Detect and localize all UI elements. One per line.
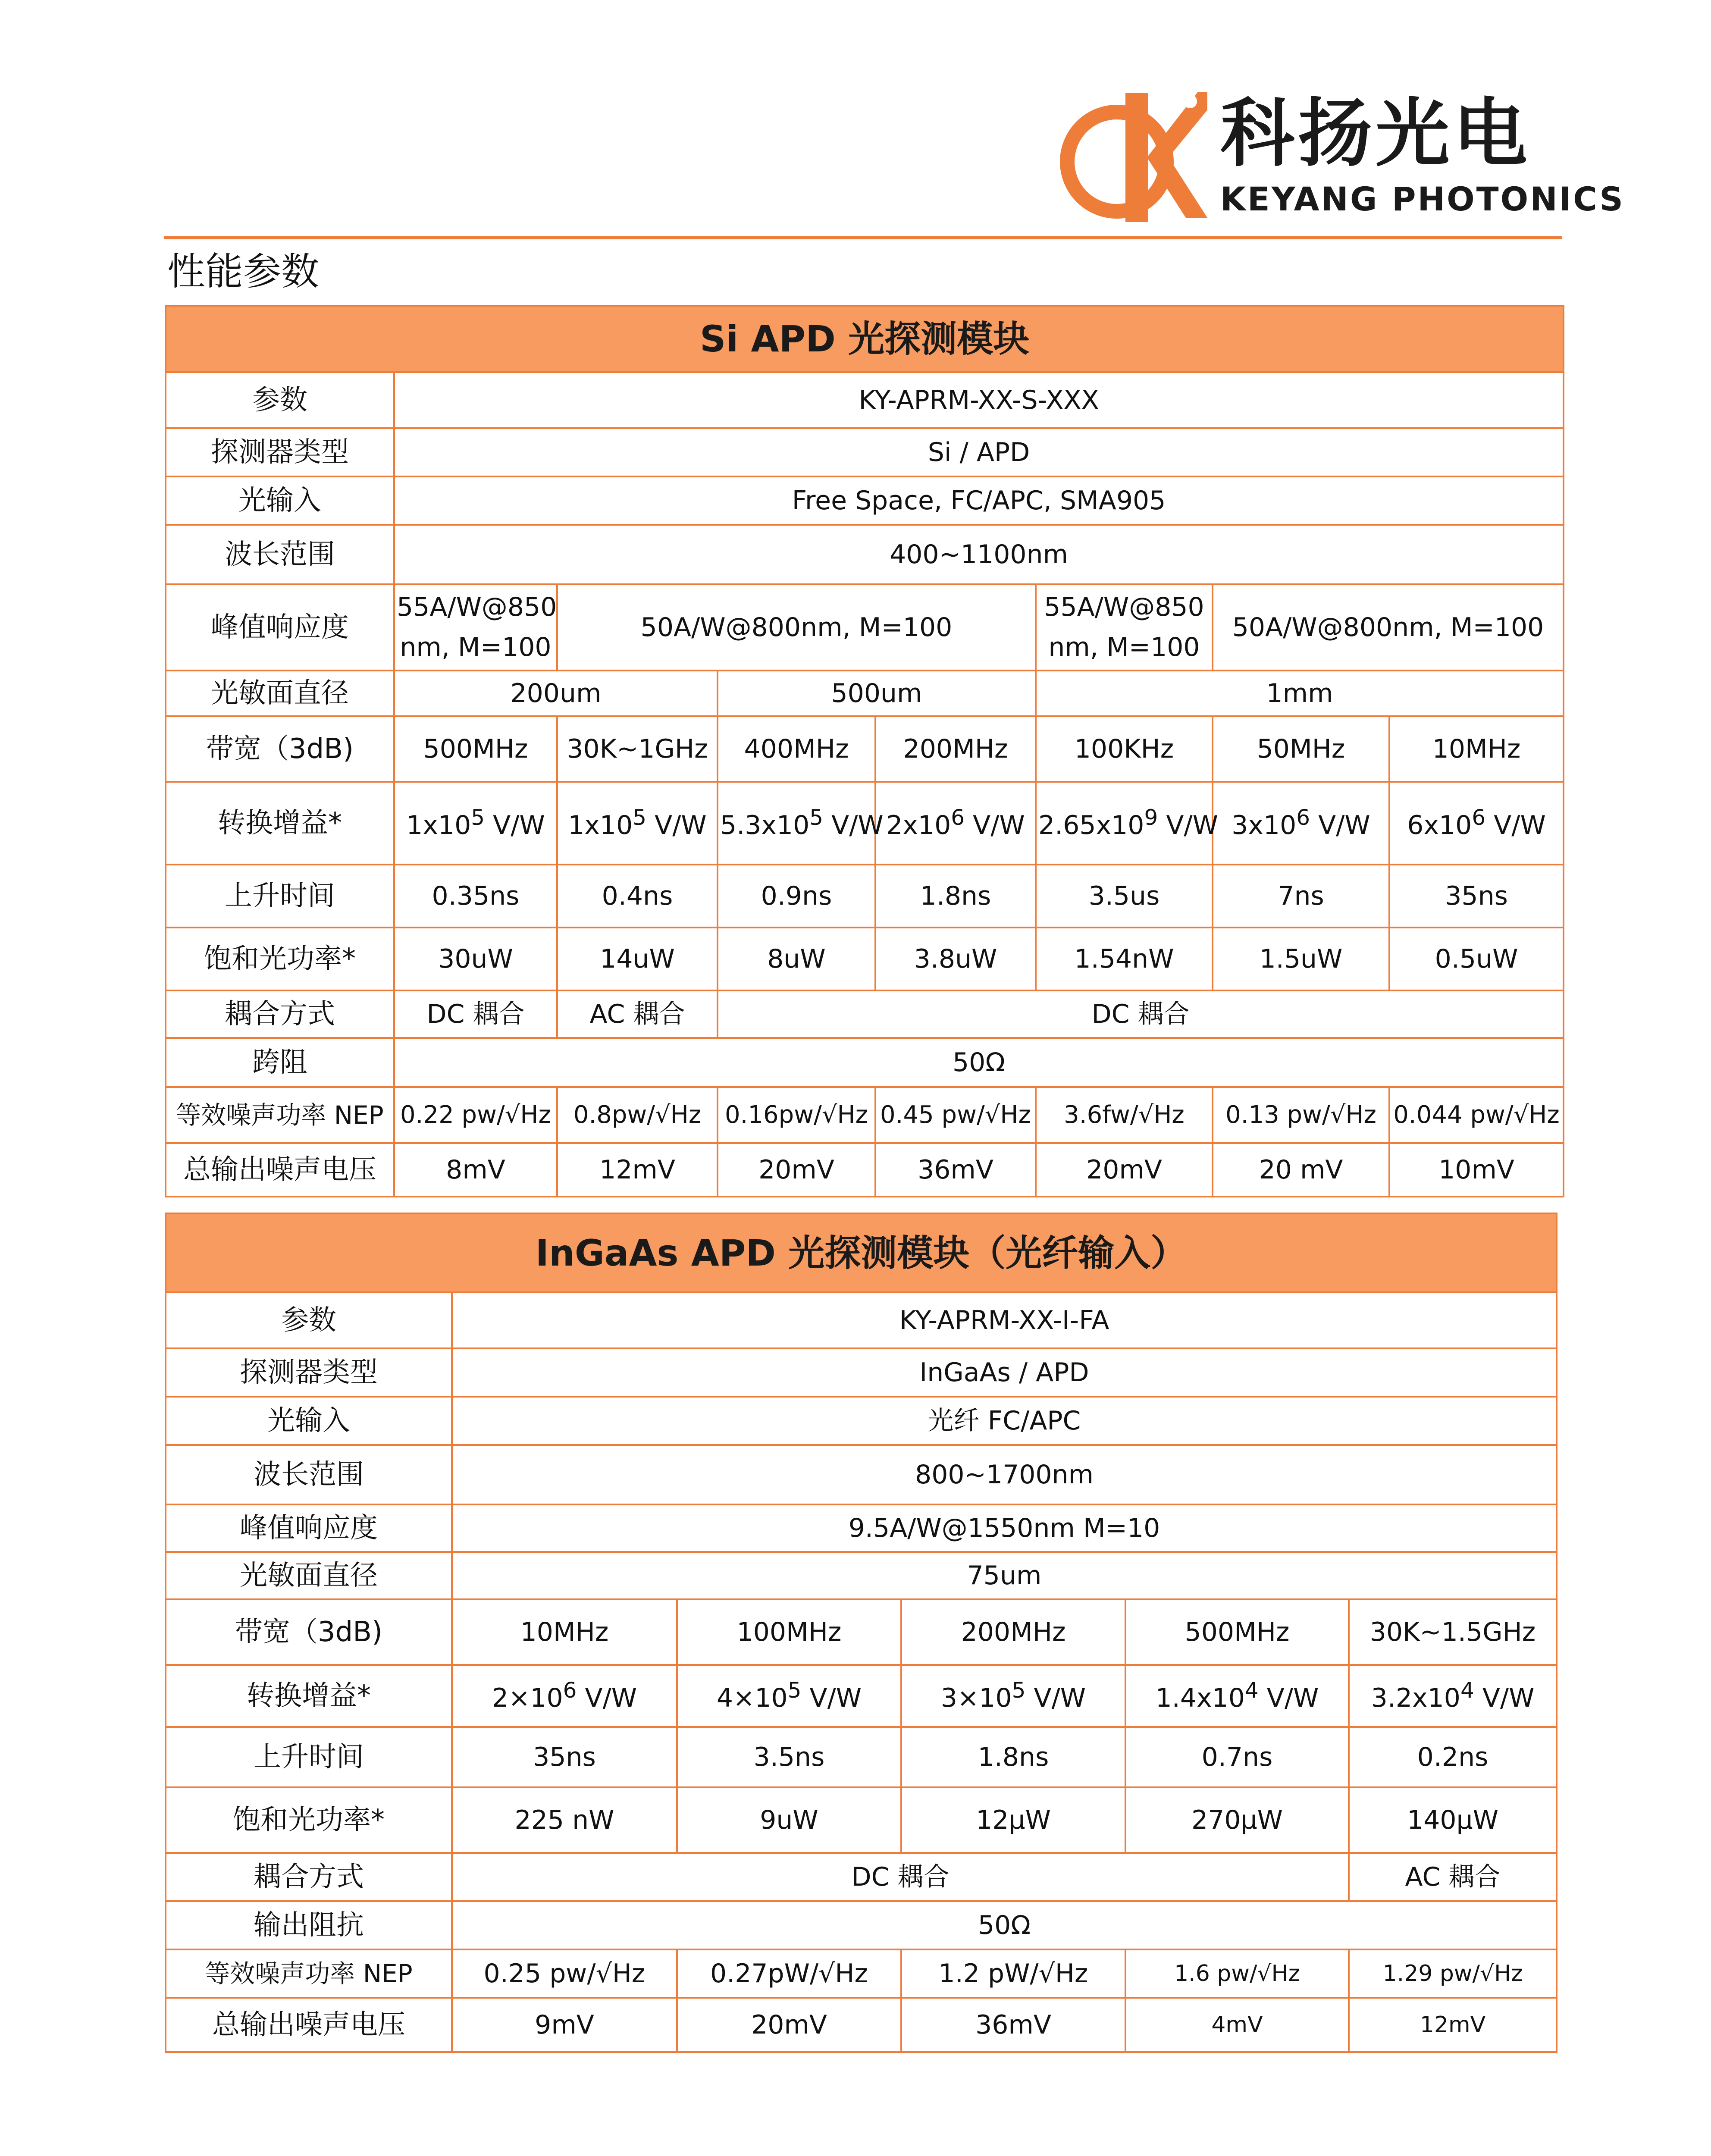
gain-unit: V/W <box>801 1683 862 1713</box>
gain-base: 3×10 <box>940 1683 1012 1713</box>
table-cell: 200MHz <box>875 716 1036 782</box>
gain-unit: V/W <box>577 1683 637 1713</box>
gain-unit: V/W <box>965 810 1025 840</box>
table-cell: 400MHz <box>718 716 875 782</box>
table-row <box>166 1787 1557 1853</box>
table-cell: 7ns <box>1213 865 1389 928</box>
row-label: 波长范围 <box>166 1445 452 1504</box>
gain-exponent: 5 <box>787 1678 802 1703</box>
row-label: 等效噪声功率 NEP <box>166 1087 394 1143</box>
row-label: 耦合方式 <box>166 1853 452 1901</box>
row-label: 输出阻抗 <box>166 1901 452 1949</box>
gain-unit: V/W <box>1474 1683 1535 1713</box>
table-cell <box>677 1665 901 1727</box>
gain-unit: V/W <box>1258 1683 1319 1713</box>
table-cell: 20mV <box>718 1143 875 1197</box>
ingaas-apd-table <box>165 1213 1557 2053</box>
row-label: 转换增益* <box>166 782 394 865</box>
table-cell: 0.9ns <box>718 865 875 928</box>
table-cell: 3.8uW <box>875 928 1036 990</box>
table-cell: 35ns <box>452 1727 677 1787</box>
gain-exponent: 4 <box>1460 1678 1474 1703</box>
gain-base: 1x10 <box>406 810 471 840</box>
table-cell <box>557 782 718 865</box>
table-cell: 0.45 pw/√Hz <box>875 1087 1036 1143</box>
table-cell: 0.22 pw/√Hz <box>394 1087 557 1143</box>
table-cell: DC 耦合 <box>718 990 1564 1038</box>
table-cell <box>901 1665 1125 1727</box>
table-cell: 500MHz <box>394 716 557 782</box>
gain-base: 1x10 <box>568 810 633 840</box>
gain-base: 3.2x10 <box>1371 1683 1460 1713</box>
table-row <box>166 1143 1564 1197</box>
table-cell: 3.6fw/√Hz <box>1036 1087 1213 1143</box>
gain-unit: V/W <box>485 810 545 840</box>
table-cell: 50MHz <box>1213 716 1389 782</box>
row-label: 带宽（3dB) <box>166 1599 452 1665</box>
row-label: 饱和光功率* <box>166 1787 452 1853</box>
row-label: 光输入 <box>166 476 394 525</box>
gain-unit: V/W <box>1485 810 1546 840</box>
table-cell: 1.6 pw/√Hz <box>1125 1949 1349 1998</box>
gain-exponent: 9 <box>1144 805 1158 830</box>
table-cell: 100KHz <box>1036 716 1213 782</box>
table-cell: 3.5us <box>1036 865 1213 928</box>
model-number: KY-APRM-XX-I-FA <box>452 1292 1557 1348</box>
gain-unit: V/W <box>1310 810 1370 840</box>
row-label: 峰值响应度 <box>166 1504 452 1552</box>
row-label: 上升时间 <box>166 865 394 928</box>
table-cell <box>718 782 884 865</box>
table-row <box>166 671 1564 716</box>
table-cell: AC 耦合 <box>1349 1853 1557 1901</box>
si-apd-table <box>165 305 1564 1197</box>
table-cell: 100MHz <box>677 1599 901 1665</box>
gain-exponent: 5 <box>1012 1678 1026 1703</box>
row-label: 探测器类型 <box>166 428 394 476</box>
row-label: 带宽（3dB) <box>166 716 394 782</box>
table-row <box>166 1949 1557 1998</box>
active-diameter: 75um <box>452 1552 1557 1599</box>
table-cell: 0.16pw/√Hz <box>718 1087 875 1143</box>
table-cell: 20 mV <box>1213 1143 1389 1197</box>
table-row <box>166 928 1564 990</box>
gain-exponent: 5 <box>471 805 485 830</box>
table-row <box>166 1853 1557 1901</box>
table-cell: 0.044 pw/√Hz <box>1389 1087 1564 1143</box>
row-label: 上升时间 <box>166 1727 452 1787</box>
row-label: 光敏面直径 <box>166 671 394 716</box>
table-row <box>166 990 1564 1038</box>
table-cell <box>394 782 557 865</box>
table-cell <box>875 782 1036 865</box>
table-row <box>166 1552 1557 1599</box>
row-label: 等效噪声功率 NEP <box>166 1949 452 1998</box>
logo-name-en: KEYANG PHOTONICS <box>1220 180 1625 218</box>
detector-type: Si / APD <box>394 428 1564 476</box>
gain-unit: V/W <box>823 810 884 840</box>
table-cell: 36mV <box>901 1998 1125 2052</box>
gain-exponent: 6 <box>563 1678 577 1703</box>
table-cell: 1.54nW <box>1036 928 1213 990</box>
table-row <box>166 1445 1557 1504</box>
table-cell: 0.2ns <box>1349 1727 1557 1787</box>
table-cell: 14uW <box>557 928 718 990</box>
table-cell <box>1213 782 1389 865</box>
table-row <box>166 1038 1564 1087</box>
table-cell: 55A/W@850 nm, M=100 <box>1036 584 1213 671</box>
gain-base: 2.65x10 <box>1038 810 1144 840</box>
row-label: 总输出噪声电压 <box>166 1143 394 1197</box>
row-label: 参数 <box>166 372 394 428</box>
table-cell: 0.4ns <box>557 865 718 928</box>
table-cell: 50A/W@800nm, M=100 <box>1213 584 1564 671</box>
row-label: 参数 <box>166 1292 452 1348</box>
table-row <box>166 782 1564 865</box>
table-cell: 225 nW <box>452 1787 677 1853</box>
gain-base: 2×10 <box>492 1683 563 1713</box>
table-cell <box>1389 782 1564 865</box>
table-row <box>166 1998 1557 2052</box>
si-table-title: Si APD 光探测模块 <box>166 306 1564 372</box>
table-cell: 0.35ns <box>394 865 557 928</box>
table-row <box>166 1599 1557 1665</box>
row-label: 饱和光功率* <box>166 928 394 990</box>
gain-base: 4×10 <box>716 1683 788 1713</box>
section-title: 性能参数 <box>167 249 320 294</box>
table-cell: 55A/W@850 nm, M=100 <box>394 584 557 671</box>
table-row <box>166 1087 1564 1143</box>
gain-exponent: 6 <box>1296 805 1310 830</box>
table-cell: 1.8ns <box>875 865 1036 928</box>
row-label: 转换增益* <box>166 1665 452 1727</box>
table-cell: 0.7ns <box>1125 1727 1349 1787</box>
table-cell: 1.2 pW/√Hz <box>901 1949 1125 1998</box>
table-cell: 0.5uW <box>1389 928 1564 990</box>
table-cell: 500um <box>718 671 1036 716</box>
row-label: 耦合方式 <box>166 990 394 1038</box>
model-number: KY-APRM-XX-S-XXX <box>394 372 1564 428</box>
gain-unit: V/W <box>1158 810 1218 840</box>
gain-base: 5.3x10 <box>720 810 810 840</box>
optical-input: Free Space, FC/APC, SMA905 <box>394 476 1564 525</box>
row-label: 光敏面直径 <box>166 1552 452 1599</box>
ingaas-table-title: InGaAs APD 光探测模块（光纤输入） <box>166 1213 1557 1292</box>
table-cell: 30K~1.5GHz <box>1349 1599 1557 1665</box>
table-cell: 12mV <box>557 1143 718 1197</box>
table-cell: 0.13 pw/√Hz <box>1213 1087 1389 1143</box>
table-cell <box>1125 1665 1349 1727</box>
row-label: 总输出噪声电压 <box>166 1998 452 2052</box>
table-cell: AC 耦合 <box>557 990 718 1038</box>
table-row <box>166 1727 1557 1787</box>
row-label: 波长范围 <box>166 525 394 584</box>
company-logo <box>1061 75 1625 231</box>
wavelength-range: 800~1700nm <box>452 1445 1557 1504</box>
table-cell: 0.25 pw/√Hz <box>452 1949 677 1998</box>
table-row <box>166 372 1564 428</box>
table-cell <box>1036 782 1218 865</box>
gain-exponent: 5 <box>633 805 647 830</box>
row-label: 光输入 <box>166 1397 452 1445</box>
table-cell: 20mV <box>1036 1143 1213 1197</box>
table-cell: 1.8ns <box>901 1727 1125 1787</box>
gain-base: 3x10 <box>1232 810 1297 840</box>
table-cell: 20mV <box>677 1998 901 2052</box>
transimpedance-value: 50Ω <box>394 1038 1564 1087</box>
table-row <box>166 428 1564 476</box>
table-cell: 12μW <box>901 1787 1125 1853</box>
table-cell: 270μW <box>1125 1787 1349 1853</box>
gain-exponent: 6 <box>1472 805 1486 830</box>
table-row <box>166 525 1564 584</box>
table-cell: 9mV <box>452 1998 677 2052</box>
table-cell: 35ns <box>1389 865 1564 928</box>
table-cell: 1mm <box>1036 671 1564 716</box>
table-row <box>166 1292 1557 1348</box>
table-row <box>166 1397 1557 1445</box>
table-cell: 0.8pw/√Hz <box>557 1087 718 1143</box>
table-cell: 50A/W@800nm, M=100 <box>557 584 1036 671</box>
row-label: 峰值响应度 <box>166 584 394 671</box>
responsivity: 9.5A/W@1550nm M=10 <box>452 1504 1557 1552</box>
header-divider <box>164 236 1562 239</box>
table-cell: 200MHz <box>901 1599 1125 1665</box>
optical-input: 光纤 FC/APC <box>452 1397 1557 1445</box>
logo-name-cn: 科扬光电 <box>1220 90 1531 177</box>
table-cell <box>452 1665 677 1727</box>
table-cell: DC 耦合 <box>394 990 557 1038</box>
gain-unit: V/W <box>1025 1683 1086 1713</box>
table-cell: 10MHz <box>452 1599 677 1665</box>
table-cell: 4mV <box>1125 1998 1349 2052</box>
keyang-logo-icon <box>1061 75 1207 231</box>
table-row <box>166 716 1564 782</box>
row-label: 跨阻 <box>166 1038 394 1087</box>
gain-exponent: 5 <box>809 805 824 830</box>
table-cell: 36mV <box>875 1143 1036 1197</box>
table-row <box>166 476 1564 525</box>
table-row <box>166 1504 1557 1552</box>
table-cell: 1.5uW <box>1213 928 1389 990</box>
gain-base: 1.4x10 <box>1155 1683 1245 1713</box>
table-cell <box>1349 1665 1557 1727</box>
table-cell: 1.29 pw/√Hz <box>1349 1949 1557 1998</box>
detector-type: InGaAs / APD <box>452 1348 1557 1397</box>
gain-base: 2x10 <box>886 810 951 840</box>
table-row <box>166 584 1564 671</box>
table-cell: 30uW <box>394 928 557 990</box>
table-cell: 140μW <box>1349 1787 1557 1853</box>
gain-base: 6x10 <box>1407 810 1472 840</box>
table-cell: 8mV <box>394 1143 557 1197</box>
table-cell: 8uW <box>718 928 875 990</box>
table-row <box>166 1348 1557 1397</box>
gain-unit: V/W <box>646 810 707 840</box>
table-cell: 10mV <box>1389 1143 1564 1197</box>
table-row <box>166 1665 1557 1727</box>
table-cell: 10MHz <box>1389 716 1564 782</box>
table-cell: DC 耦合 <box>452 1853 1349 1901</box>
table-row <box>166 865 1564 928</box>
table-cell: 30K~1GHz <box>557 716 718 782</box>
table-cell: 12mV <box>1349 1998 1557 2052</box>
gain-exponent: 6 <box>951 805 965 830</box>
table-cell: 0.27pW/√Hz <box>677 1949 901 1998</box>
output-impedance: 50Ω <box>452 1901 1557 1949</box>
table-cell: 500MHz <box>1125 1599 1349 1665</box>
wavelength-range: 400~1100nm <box>394 525 1564 584</box>
row-label: 探测器类型 <box>166 1348 452 1397</box>
table-cell: 9uW <box>677 1787 901 1853</box>
table-cell: 3.5ns <box>677 1727 901 1787</box>
table-cell: 200um <box>394 671 718 716</box>
gain-exponent: 4 <box>1244 1678 1259 1703</box>
table-row <box>166 1901 1557 1949</box>
